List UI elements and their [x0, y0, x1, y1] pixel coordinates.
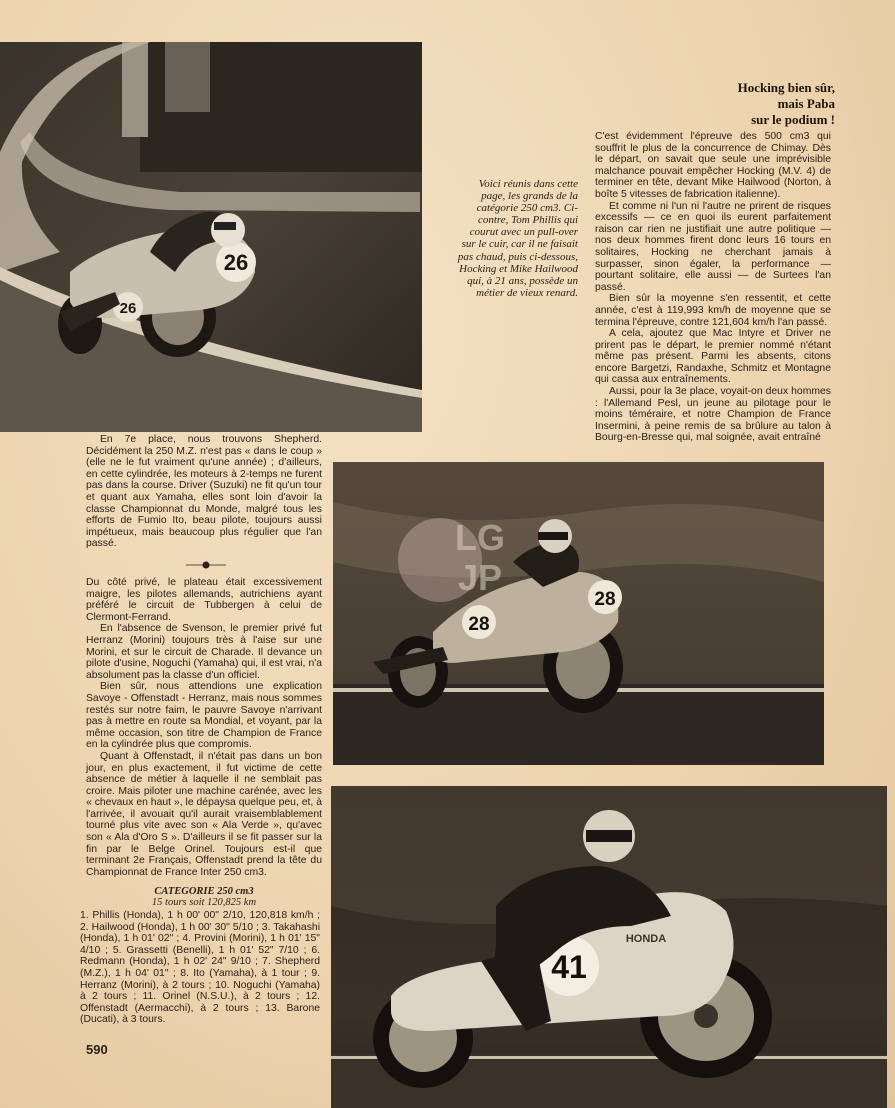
paragraph: En 7e place, nous trouvons Shepherd. Décidément la 250 M.Z. n'est pas « dans le coup » (elle ne le fut vraiment qu'une année) ; d'ailleurs, en cette cylindrée, les moteurs à 2-temps ne furent pas dans la course. Driver (Suzuki) ne fit qu'un tour et quant aux Yamaha, elles sont loin d'avoir la classe Championnat du Monde, malgré tous les efforts de Fumio Ito, beau pilote, toujours aussi impétueux, mais beaucoup plus régulier que l'an passé. [86, 434, 322, 550]
photo-caption: Voici réunis dans cette page, les grands de la catégorie 250 cm3. Ci-contre, Tom Phillis qui courut avec un pull-over sur le cuir, car il ne faisait pas chaud, puis ci-dessous, Hocking et Mike Hailwood qui, à 21 ans, possède un métier de vieux renard. [457, 178, 578, 299]
results-heading [86, 886, 322, 908]
photo3-race-number: 41 [551, 949, 587, 985]
svg-text:LG: LG [455, 517, 505, 558]
svg-text:26: 26 [119, 300, 137, 317]
paragraph: Du côté privé, le plateau était excessivement maigre, les pilotes allemands, autrichiens ayant préféré le circuit de Tubbergen à celui de Clermont-Ferrand. [86, 577, 322, 623]
headline-line-2: mais Paba [777, 96, 835, 111]
paragraph: Quant à Offenstadt, il n'était pas dans un bon jour, en plus exactement, il fut victime de cette absence de métier à laquelle il ne semblait pas croire. Mais piloter une machine carénée, avec les « chevaux en haut », le dépaysa quelque peu, et, à l'arrivée, il avouait qu'il aurait vraisemblablement tourné plus vite avec son « Ala Verde », qu'avec son « Ala d'Oro S ». D'ailleurs il se fit passer sur la fin par le Belge Orinel. Toujours est-il que terminant 2e Français, Offenstadt prend la tête du Championnat de France Inter 250 cm3. [86, 750, 322, 878]
section-divider-icon [186, 560, 226, 570]
page-number: 590 [86, 1042, 108, 1057]
results-text: 1. Phillis (Honda), 1 h 00' 00" 2/10, 120,818 km/h ; 2. Hailwood (Honda), 1 h 00' 30" 5/10 ; 3. Takahashi (Honda), 1 h 01' 02" ; 4. Provini (Morini), 1 h 01' 15" 4/10 ; 5. Grassetti (Benelli), 1 h 01' 52" 7/10 ; 6. Redmann (Honda), 1 h 02' 24" 9/10 ; 7. Shepherd (M.Z.), 1 h 04' 01" ; 8. Ito (Yamaha), à 1 tour ; 9. Herranz (Morini), à 2 tours ; 10. Noguchi (Yamaha) à 2 tours ; 11. Orinel (N.S.U.), à 2 tours ; 12. Offenstadt (Aermacchi), à 2 tours ; 13. Barone (Ducati), à 3 tours. [80, 910, 320, 1026]
headline-line-3: sur le podium ! [751, 112, 835, 127]
results-subtitle: 15 tours soit 120,825 km [151, 897, 257, 908]
headline-line-1: Hocking bien sûr, [737, 80, 835, 95]
paragraph: A cela, ajoutez que Mac Intyre et Driver ne prirent pas le départ, le premier nommé n'étant même pas présent. Parmi les absents, citons encore Bargetzi, Randaxhe, Schmitz et Montagne qui cassa aux entraînements. [595, 328, 831, 386]
paragraph: Bien sûr la moyenne s'en ressentit, et cette année, c'est à 119,993 km/h de moyenne que se termina l'épreuve, contre 121,604 km/h l'an passé. [595, 293, 831, 328]
article-headline [640, 80, 835, 128]
race-results [80, 910, 320, 1026]
paragraph: C'est évidemment l'épreuve des 500 cm3 qui souffrit le plus de la concurrence de Chimay. Dès le départ, on savait que seule une imprévisible malchance pouvait empêcher Hocking (M.V. 4) de terminer en tête, devant Mike Hailwood (Norton, à boîte 5 vitesses de fabrication italienne). [595, 131, 831, 200]
svg-text:JP: JP [457, 557, 503, 598]
paragraph: Aussi, pour la 3e place, voyait-on deux hommes : l'Allemand Pesl, un jeune au pilotage pour le moins téméraire, et notre Champion de France Insermini, à peine remis de sa brûlure au talon à Bourg-en-Bresse qui, mal soignée, avait entraîné [595, 386, 831, 444]
paragraph: En l'absence de Svenson, le premier privé fut Herranz (Morini) toujours très à l'aise sur une Morini, et sur le circuit de Charade. Il devance un pilote d'usine, Noguchi (Yamaha) qui, il est vrai, n'a absolument pas la classe d'un officiel. [86, 623, 322, 681]
photo1-race-number: 26 [223, 250, 249, 275]
photo-rider-26 [0, 42, 422, 432]
watermark-logo [380, 505, 520, 605]
article-left-column-bottom [86, 577, 322, 878]
photo2-race-number: 28 [594, 589, 616, 610]
paragraph: Et comme ni l'un ni l'autre ne prirent de risques excessifs — ce en quoi ils eurent parfaitement raison car rien ne justifiait une autre politique — nos deux hommes firent donc leurs 16 tours en solitaires, Hocking ne cherchant jamais à surpasser, sinon égaler, la performance — pourtant solitaire, elle aussi — de Surtees l'an passé. [595, 200, 831, 293]
article-left-column-top [86, 434, 322, 550]
paragraph: Bien sûr, nous attendions une explication Savoye - Offenstadt - Herranz, mais nous sommes restés sur notre faim, le pauvre Savoye n'arrivant pas à mettre en route sa Mondial, et voyant, par la même occasion, son titre de Champion de France en la cylindrée plus que compromis. [86, 681, 322, 751]
svg-text:28: 28 [468, 614, 490, 635]
fairing-lettering: HONDA [625, 933, 667, 945]
photo-rider-41 [331, 786, 887, 1108]
results-title: CATEGORIE 250 cm3 [154, 886, 254, 897]
article-right-column [595, 131, 831, 444]
